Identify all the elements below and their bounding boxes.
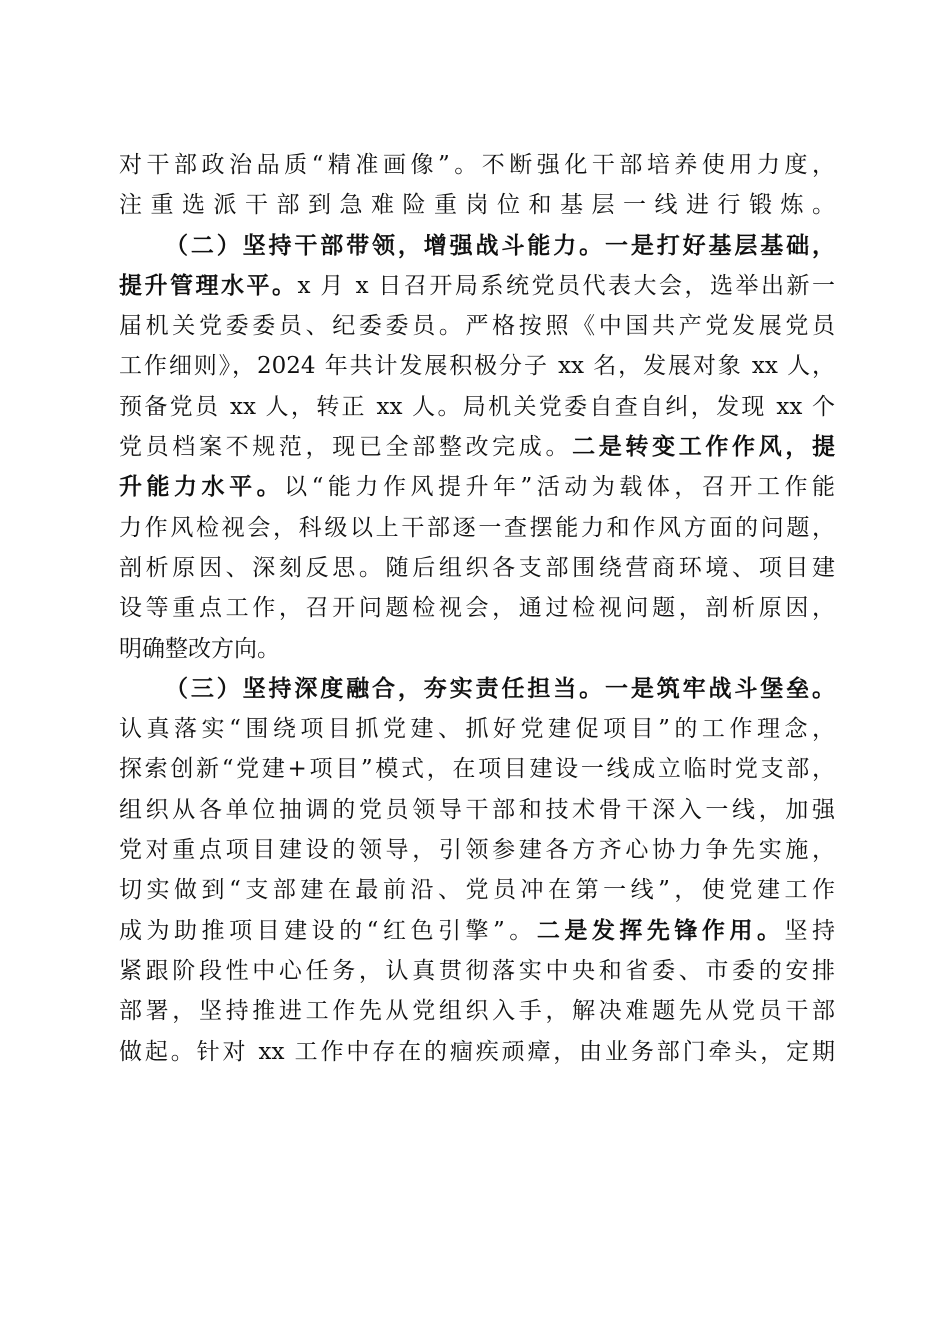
text-segment: 认真落实“围绕项目抓党建、抓好党建促项目”的工作理念， [119, 716, 835, 743]
text-segment: 党员档案不规范，现已全部整改完成。 [119, 434, 573, 461]
bold-text-segment: （三）坚持深度融合，夯实责任担当。一是筑牢战斗堡垒。 [165, 674, 835, 702]
text-segment: 坚持 [784, 917, 836, 944]
text-line [119, 749, 835, 789]
text-segment: 组织从各单位抽调的党员领导干部和技术骨干深入一线，加强 [119, 796, 835, 823]
text-line [119, 629, 835, 669]
text-segment: 做起。针对 xx 工作中存在的痼疾顽瘴，由业务部门牵头，定期 [119, 1038, 835, 1065]
text-segment: 党对重点项目建设的领导，引领参建各方齐心协力争先实施， [119, 837, 835, 864]
text-line [119, 467, 835, 507]
text-segment: 注重选派干部到急难险重岗位和基层一线进行锻炼。 [119, 192, 835, 219]
text-line [119, 548, 835, 588]
bold-text-segment: 二是转变工作作风，提 [572, 433, 836, 461]
text-line [119, 669, 835, 709]
text-segment: 设等重点工作，召开问题检视会，通过检视问题，剖析原因， [119, 595, 835, 622]
text-line [119, 508, 835, 548]
text-segment: 明确整改方向。 [119, 635, 280, 662]
text-line [119, 1032, 835, 1072]
text-segment: 部署，坚持推进工作先从党组织入手，解决难题先从党员干部 [119, 998, 835, 1025]
bold-text-segment: 提升管理水平。 [119, 271, 298, 299]
text-segment: 紧跟阶段性中心任务，认真贯彻落实中央和省委、市委的安排 [119, 957, 835, 984]
text-line [119, 790, 835, 830]
text-line [119, 911, 835, 951]
text-segment: 届机关党委委员、纪委委员。严格按照《中国共产党发展党员 [119, 313, 835, 340]
document-body [119, 145, 835, 1072]
text-line [119, 588, 835, 628]
text-segment: 成为助推项目建设的“红色引擎”。 [119, 917, 537, 944]
text-line [119, 306, 835, 346]
text-segment: 工作细则》，2024 年共计发展积极分子 xx 名，发展对象 xx 人， [119, 353, 835, 380]
text-line [119, 387, 835, 427]
text-line [119, 830, 835, 870]
text-segment: 剖析原因、深刻反思。随后组织各支部围绕营商环境、项目建 [119, 554, 835, 581]
text-segment: x 月 x 日召开局系统党员代表大会，选举出新一 [297, 272, 835, 299]
text-line [119, 951, 835, 991]
text-segment: 预备党员 xx 人，转正 xx 人。局机关党委自查自纠，发现 xx 个 [119, 393, 835, 420]
text-line [119, 870, 835, 910]
text-segment: 力作风检视会，科级以上干部逐一查摆能力和作风方面的问题， [119, 514, 835, 541]
bold-text-segment: 二是发挥先锋作用。 [536, 916, 785, 944]
bold-text-segment: （二）坚持干部带领，增强战斗能力。一是打好基层基础， [165, 231, 835, 259]
text-segment: 对干部政治品质“精准画像”。不断强化干部培养使用力度， [119, 152, 835, 178]
text-line [119, 226, 835, 266]
text-line [119, 709, 835, 749]
text-segment: 以“能力作风提升年”活动为载体，召开工作能 [284, 474, 835, 501]
text-line [119, 185, 835, 225]
text-line [119, 266, 835, 306]
bold-text-segment: 升能力水平。 [119, 473, 285, 501]
text-segment: 探索创新“党建+项目”模式，在项目建设一线成立临时党支部， [119, 756, 835, 783]
text-line [119, 145, 835, 185]
text-segment: 切实做到“支部建在最前沿、党员冲在第一线”，使党建工作 [119, 877, 835, 904]
text-line [119, 991, 835, 1031]
text-line [119, 346, 835, 386]
text-line [119, 427, 835, 467]
